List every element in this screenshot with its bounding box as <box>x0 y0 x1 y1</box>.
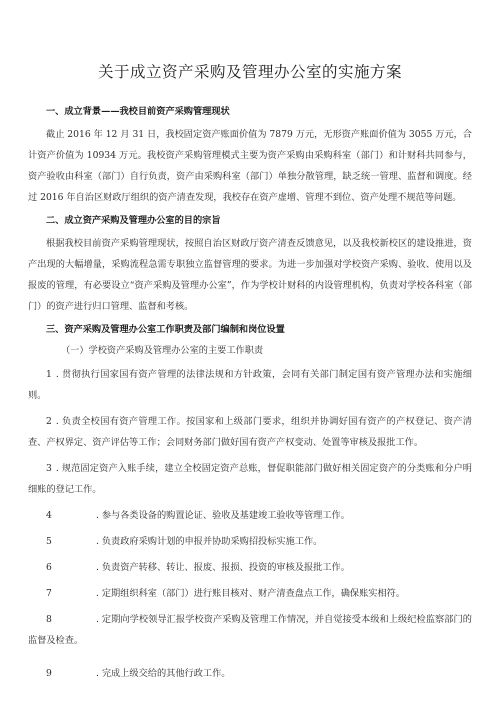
duty-item <box>28 458 472 500</box>
duty-item-text: . 贯彻执行国家国有资产管理的法律法规和方针政策，会同有关部门制定国有资产管理办法和实施细则。 <box>28 369 472 401</box>
section-2-heading: 二、成立资产采购及管理办公室的目的宗旨 <box>46 215 221 226</box>
section-1-paragraph: 截止 2016 年 12 月 31 日，我校固定资产账面价值为 7879 万元，无形资产账面价值为 3055 万元，合计资产价值为 10934 万元。我校资产采购管理模式主要为资产采购由采购科室（部门）和计财科共同参与，资产验收由科室（部门）自行负责，资产由采购科室（部门）单独分散管理，缺乏统一管理、监督和调度。经过 2016 年自治区财政厅组织的资产清查发现，我校存在资产虚增、管理不到位、资产处理不规范等问题。 <box>28 129 472 203</box>
duty-item-text: . 负责全校国有资产管理工作。按国家和上级部门要求，组织并协调好国有资产的产权登记、资产清查、产权界定、资产评估等工作；会同财务部门做好国有资产产权变动、处置等审核及报批工作。 <box>28 416 472 448</box>
duty-item-number: 9 <box>46 668 52 679</box>
duty-item-text: . 规范固定资产入账手续，建立全校固定资产总账，督促职能部门做好相关固定资产的分类账和分户明细账的登记工作。 <box>28 463 472 495</box>
duty-item <box>28 531 472 552</box>
duty-item <box>28 411 472 453</box>
duty-item-text: . 定期组织科室（部门）进行账目核对、财产清查盘点工作，确保账实相符。 <box>96 588 406 599</box>
duty-item-text: . 定期向学校领导汇报学校资产采购及管理工作情况，并自觉接受本级和上级纪检监察部门的监督及检查。 <box>28 614 472 646</box>
duty-item-text: . 完成上级交给的其他行政工作。 <box>96 668 231 679</box>
duty-item <box>28 609 472 651</box>
duty-item-text: . 负责资产转移、转让、报废、报损、投资的审核及报批工作。 <box>96 562 350 573</box>
section-3-subheading: （一）学校资产采购及管理办公室的主要工作职责 <box>61 345 264 356</box>
section-2-paragraph: 根据我校目前资产采购管理现状，按照自治区财政厅资产清查反馈意见，以及我校新校区的建设推进，资产出现的大幅增量，采购流程急需专职独立监督管理的要求。为进一步加强对学校资产采购、验收、使用以及报废的管理，有必要设立“资产采购及管理办公室”，作为学校计财科的内设管理机构，负责对学校各科室（部门）的资产进行归口管理、监督和考核。 <box>28 238 472 312</box>
duty-item-text: . 参与各类设备的购置论证、验收及基建竣工验收等管理工作。 <box>96 510 350 521</box>
duty-item <box>28 505 472 526</box>
duty-item-number: 8 <box>46 614 52 625</box>
duty-item-number: 6 <box>46 562 52 573</box>
duty-item-number: 7 <box>46 588 52 599</box>
duty-item-number: 3 <box>46 463 52 474</box>
duty-item-number: 5 <box>46 536 52 547</box>
document-title: 关于成立资产采购及管理办公室的实施方案 <box>97 63 402 81</box>
document-body <box>28 103 472 689</box>
section-3-heading: 三、资产采购及管理办公室工作职责及部门编制和岗位设置 <box>46 324 285 335</box>
duty-item <box>28 364 472 406</box>
duty-item <box>28 583 472 604</box>
duty-item-number: 2 <box>46 416 52 427</box>
section-1-heading: 一、成立背景——我校目前资产采购管理现状 <box>46 106 230 117</box>
duty-item-number: 1 <box>46 369 52 380</box>
duty-item <box>28 557 472 578</box>
duty-item <box>28 663 472 684</box>
duty-item-number: 4 <box>46 510 52 521</box>
duty-item-text: . 负责政府采购计划的申报并协助采购招投标实施工作。 <box>96 536 323 547</box>
